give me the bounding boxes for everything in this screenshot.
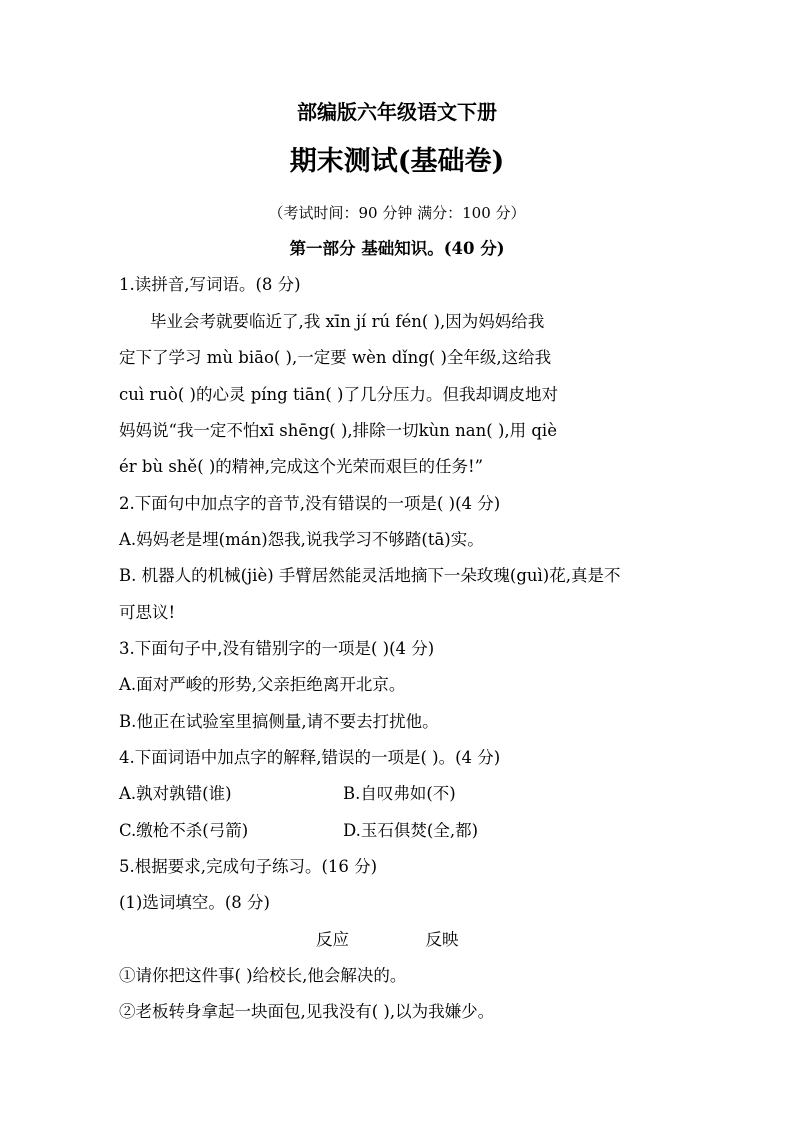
q5-word-choices (316, 928, 794, 952)
q5-prompt: 5.根据要求,完成句子练习。(16 分) (119, 857, 378, 876)
q2-option-a: A.妈妈老是埋(mán)怨我,说我学习不够踏(tā)实。 (119, 530, 484, 549)
section-heading: 第一部分 基础知识。(40 分) (289, 239, 505, 258)
q2-option-b-continued: 可思议! (119, 603, 176, 622)
q2-option-b: B. 机器人的机械(jiè) 手臂居然能灵活地摘下一朵玫瑰(guì)花,真是不 (119, 566, 621, 585)
q4-option-a: A.孰对孰错(谁) (119, 784, 232, 803)
document-subtitle: 期末测试(基础卷) (289, 146, 505, 177)
word-choice-2: 反映 (425, 930, 459, 949)
q3-option-a: A.面对严峻的形势,父亲拒绝离开北京。 (119, 675, 406, 694)
q1-line-3: cuì ruò( )的心灵 píng tiān( )了几分压力。但我却调皮地对 (119, 385, 558, 404)
q2-prompt: 2.下面句中加点字的音节,没有错误的一项是( )(4 分) (119, 494, 501, 513)
q3-prompt: 3.下面句子中,没有错别字的一项是( )(4 分) (119, 639, 435, 658)
q4-row-1 (119, 782, 679, 806)
q4-row-2 (119, 819, 679, 843)
document-title: 部编版六年级语文下册 (297, 100, 497, 124)
q4-option-b: B.自叹弗如(不) (343, 784, 456, 803)
q1-line-2: 定下了学习 mù biāo( ),一定要 wèn dǐng( )全年级,这给我 (119, 348, 552, 367)
q5-item-2: ②老板转身拿起一块面包,见我没有( ),以为我嫌少。 (119, 1002, 495, 1021)
q1-line-1: 毕业会考就要临近了,我 xīn jí rú fén( ),因为妈妈给我 (150, 312, 545, 331)
q4-option-d: D.玉石俱焚(全,都) (343, 821, 479, 840)
q1-line-4: 妈妈说“我一定不怕xī shēng( ),排除一切kùn nan( ),用 qiè (119, 421, 557, 440)
q4-prompt: 4.下面词语中加点字的解释,错误的一项是( )。(4 分) (119, 748, 501, 767)
q1-line-5: ér bù shě( )的精神,完成这个光荣而艰巨的任务!” (119, 457, 484, 476)
q1-prompt: 1.读拼音,写词语。(8 分) (119, 275, 301, 294)
q4-option-c: C.缴枪不杀(弓箭) (119, 821, 249, 840)
exam-info: （考试时间：90 分钟 满分：100 分） (268, 204, 526, 222)
q3-option-b: B.他正在试验室里搞侧量,请不要去打扰他。 (119, 712, 439, 731)
word-choice-1: 反应 (316, 930, 349, 949)
q5-sub1-prompt: (1)选词填空。(8 分) (119, 893, 270, 912)
q5-item-1: ①请你把这件事( )给校长,他会解决的。 (119, 966, 407, 985)
